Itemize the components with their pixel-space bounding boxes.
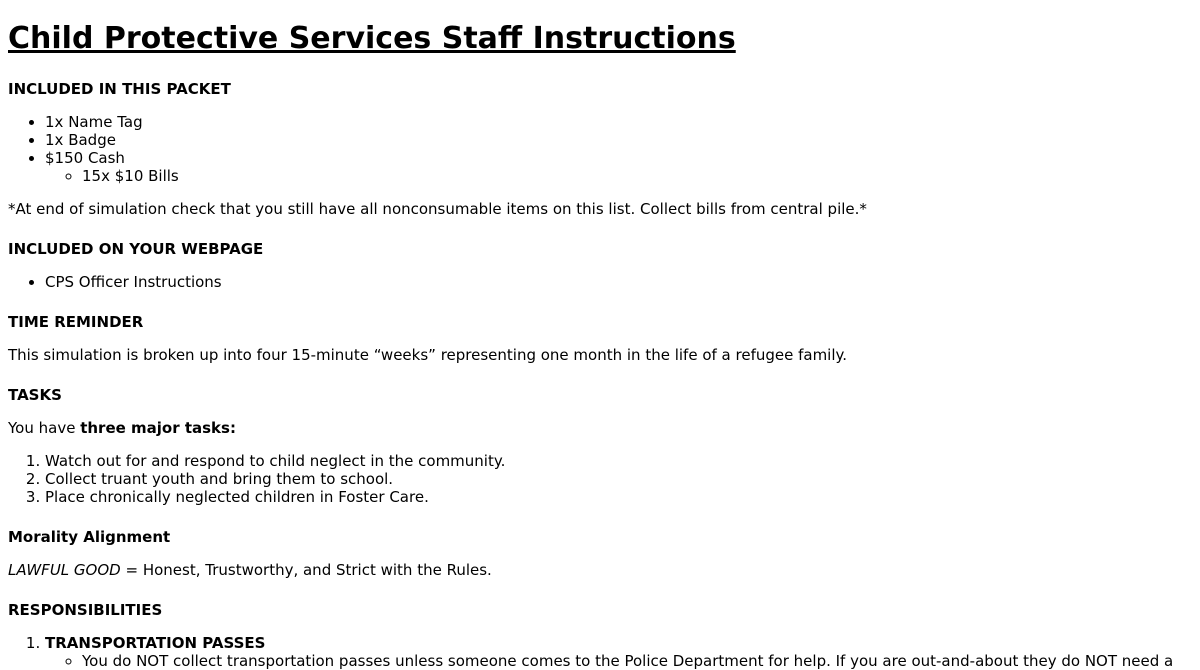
tasks-list <box>8 452 1192 506</box>
cash-item-label: $150 Cash <box>45 149 125 167</box>
packet-heading: INCLUDED IN THIS PACKET <box>8 80 231 98</box>
time-heading: TIME REMINDER <box>8 313 144 331</box>
tasks-heading: TASKS <box>8 386 62 404</box>
list-item <box>45 634 1192 670</box>
webpage-heading: INCLUDED ON YOUR WEBPAGE <box>8 240 264 258</box>
morality-heading: Morality Alignment <box>8 528 171 546</box>
responsibilities-heading: RESPONSIBILITIES <box>8 601 163 619</box>
list-item: • 1x Badge <box>45 131 1192 149</box>
packet-list <box>8 113 1192 185</box>
tasks-intro <box>8 419 1192 437</box>
responsibility-sublist <box>45 652 1192 670</box>
responsibilities-list <box>8 634 1192 670</box>
list-item: • CPS Officer Instructions <box>45 273 1192 291</box>
list-item: 3. Place chronically neglected children in Foster Care. <box>45 488 1192 506</box>
webpage-list <box>8 273 1192 291</box>
morality-label: LAWFUL GOOD <box>8 561 121 579</box>
responsibility-title: TRANSPORTATION PASSES <box>45 634 266 652</box>
tasks-intro-prefix: You have <box>8 419 81 437</box>
document <box>0 22 1200 670</box>
time-text: This simulation is broken up into four 15-minute “weeks” representing one month in the life of a refugee family. <box>8 346 848 364</box>
list-item: 1. Watch out for and respond to child neglect in the community. <box>45 452 1192 470</box>
page-title: Child Protective Services Staff Instructions <box>8 21 736 56</box>
tasks-intro-bold: three major tasks: <box>80 419 236 437</box>
morality-description: = Honest, Trustworthy, and Strict with the Rules. <box>120 561 492 579</box>
cash-sublist <box>45 167 1192 185</box>
list-item: ◦ 15x $10 Bills <box>82 167 1192 185</box>
list-item: 2. Collect truant youth and bring them to school. <box>45 470 1192 488</box>
list-item <box>45 149 1192 185</box>
list-item: • 1x Name Tag <box>45 113 1192 131</box>
list-item: ◦ You do NOT collect transportation passes unless someone comes to the Police Department for help. If you are out-and-about they do NOT need a <box>82 652 1192 670</box>
packet-note: *At end of simulation check that you still have all nonconsumable items on this list. Collect bills from central pile.* <box>8 200 867 218</box>
morality-text <box>8 561 1192 579</box>
